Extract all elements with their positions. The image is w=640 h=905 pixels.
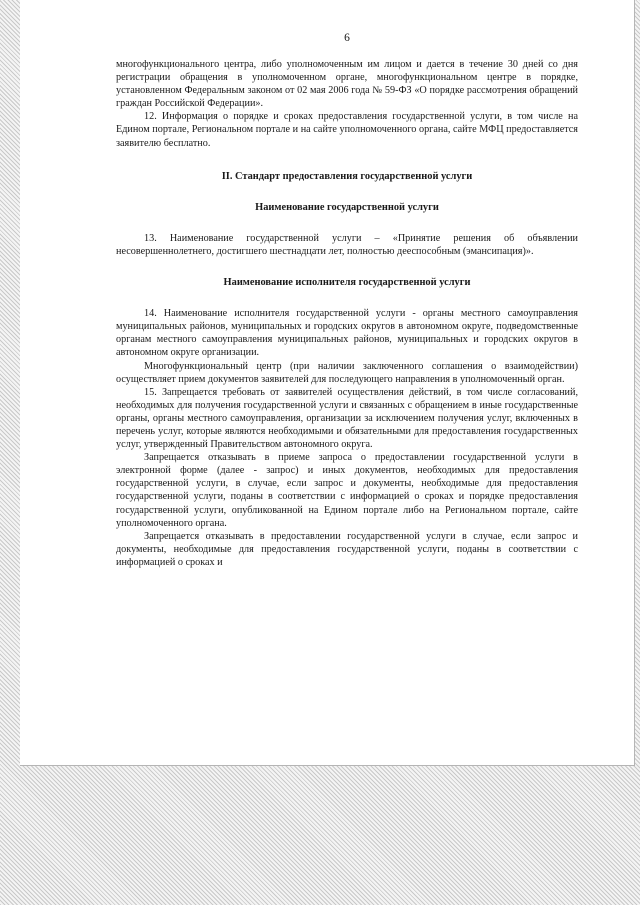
paragraph-refuse-request: Запрещается отказывать в приеме запроса о предоставлении государственной услуги в электронной форме (далее - запрос) и иных документов, необходимых для предоставления государственной услуги, в случае, если запрос и документы, необходимые для предоставления государственной услуги, поданы в соответствии с информацией о сроках и порядке предоставления государственной услуги, опубликованной на Едином портале либо на Региональном портале, сайте уполномоченного органа.: [116, 452, 578, 529]
paragraph-15: 15. Запрещается требовать от заявителей осуществления действий, в том числе согласований, необходимых для получения государственной услуги и связанных с обращением в иные государственные органы, органы местного самоуправления, организации за исключением получения услуг, включенных в перечень услуг, которые являются необходимыми и обязательными для предоставления государственных услуг, утвержденный Правительством автономного округа.: [116, 386, 578, 451]
paragraph-continued: многофункционального центра, либо уполномоченным им лицом и дается в течение 30 дней со дня регистрации обращения в уполномоченном органе, многофункциональном центре в порядке, установленном Федеральным законом от 02 мая 2006 года № 59-ФЗ «О порядке рассмотрения обращений граждан Российской Федерации».: [116, 59, 578, 110]
document-page: [20, 0, 635, 766]
paragraph-13: 13. Наименование государственной услуги – «Принятие решения об объявлении несовершеннолетнего, достигшего шестнадцати лет, полностью дееспособным (эмансипация)».: [116, 232, 578, 257]
page-number: 6: [344, 32, 350, 44]
paragraph-mfc: Многофункциональный центр (при наличии заключенного соглашения о взаимодействии) осуществляет прием документов заявителей для последующего направления в уполномоченный орган.: [116, 360, 578, 385]
paragraph-refuse-service: Запрещается отказывать в предоставлении государственной услуги в случае, если запрос и документы, необходимые для предоставления государственной услуги, поданы в соответствии с информацией о сроках и: [116, 530, 578, 568]
subheading-executor: Наименование исполнителя государственной услуги: [223, 277, 471, 289]
section-heading: II. Стандарт предоставления государственной услуги: [221, 170, 473, 182]
paragraph-12: 12. Информация о порядке и сроках предоставления государственной услуги, в том числе на Едином портале, Региональном портале и на сайте уполномоченного органа, сайте МФЦ предоставляется заявителю бесплатно.: [116, 111, 578, 149]
subheading-service-name: Наименование государственной услуги: [255, 201, 439, 213]
document-body: [116, 58, 578, 569]
paragraph-14: 14. Наименование исполнителя государственной услуги - органы местного самоуправления муниципальных районов, муниципальных и городских округов в автономном округе, подведомственные органам местного самоуправления муниципальных районов, муниципальных и городских округов в автономном округе организации.: [116, 308, 578, 359]
